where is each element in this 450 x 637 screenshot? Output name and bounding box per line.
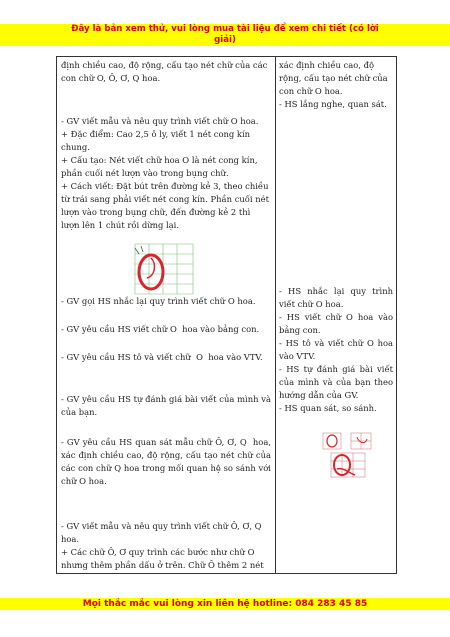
teacher-text-7: - GV yêu cầu HS quan sát mẫu chữ Ô, Ơ, Q hoa, xác định chiều cao, độ rộng, cấu tạo nét chữ của các con chữ Q hoa trong mối quan hệ so sánh với chữ O hoa. (61, 437, 274, 486)
letter-q-grid-icon (321, 431, 385, 479)
lesson-table (56, 56, 397, 574)
letter-o-grid-icon (133, 242, 195, 296)
hotline-banner (0, 598, 450, 610)
teacher-text-8: - GV viết mẫu và nêu quy trình viết chữ Ô, Ơ, Q hoa. + Các chữ Ô, Ơ quy trình các bước như chữ O nhưng thêm phần dấu ở trên. Chữ Ô thêm 2 nét (61, 521, 264, 570)
teacher-text-6: - GV yêu cầu HS tự đánh giá bài viết của mình và của bạn. (61, 394, 274, 417)
letter-q-sample-images (321, 431, 385, 483)
teacher-text-5: - GV yêu cầu HS tô và viết chữ O hoa vào VTV. (61, 352, 263, 362)
teacher-text-1: định chiều cao, độ rộng, cấu tạo nét chữ của các con chữ O, Ô, Ơ, Q hoa. (61, 60, 270, 83)
teacher-text-3: - GV gọi HS nhắc lại quy trình viết chữ O hoa. (61, 296, 256, 306)
student-text-1: xác định chiều cao, độ rộng, cấu tạo nét chữ của con chữ O hoa. - HS lắng nghe, quan sát. (279, 60, 388, 109)
hotline-text: Mọi thắc mắc vui lòng xin liên hệ hotline: 084 283 45 85 (82, 599, 368, 609)
preview-notice-line1: Đây là bản xem thử, vui lòng mua tài liệu để xem chi tiết (có lời (71, 24, 379, 34)
teacher-text-2: - GV viết mẫu và nêu quy trình viết chữ O hoa. + Đặc điểm: Cao 2,5 ô ly, viết 1 nét cong kín chung. + Cấu tạo: Nét viết chữ hoa O là nét cong kín, phần cuối nét lượn vào trong bụng chữ. + Cách viết: Đặt bút trên đường kẻ 3, theo chiều từ trái sang phải viết nét cong kín. Phần cuối nét lượn vào trong bụng chữ, đến đường kẻ 2 thì lượn lên 1 chút rồi dừng lại. (61, 116, 269, 230)
preview-notice-line2: giải) (214, 35, 236, 45)
teacher-text-4: - GV yêu cầu HS viết chữ O hoa vào bảng con. (61, 324, 260, 334)
column-divider (275, 57, 276, 573)
preview-notice-banner (0, 24, 450, 46)
letter-o-sample-image (133, 242, 195, 300)
student-text-2: - HS nhắc lại quy trình viết chữ O hoa. - HS viết chữ O hoa vào bảng con. - HS tô và viết chữ O hoa vào VTV. - HS tự đánh giá bài viết của mình và của bạn theo hướng dẫn của GV. - HS quan sát, so sánh. (279, 286, 393, 413)
